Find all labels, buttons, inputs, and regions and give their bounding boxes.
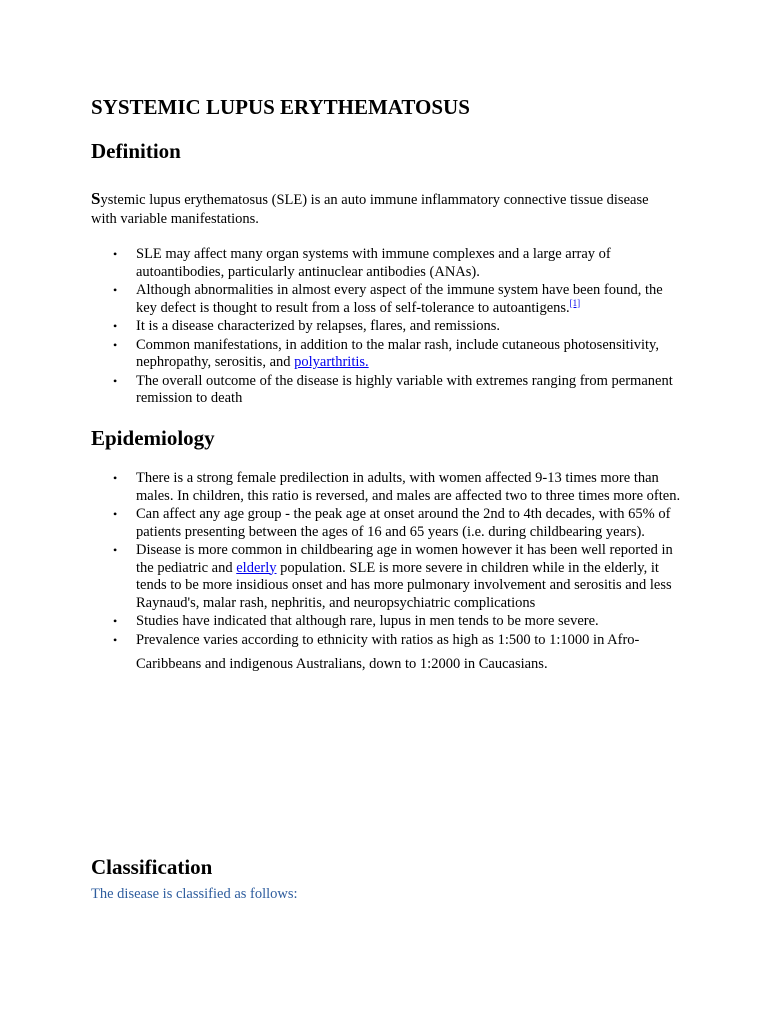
- bullet-icon: •: [113, 283, 118, 297]
- list-item: [91, 337, 681, 372]
- list-item-text: SLE may affect many organ systems with immune complexes and a large array of autoantibodies, particularly antinuclear antibodies (ANAs).: [136, 246, 611, 280]
- bullet-icon: •: [113, 614, 118, 628]
- list-item-text: There is a strong female predilection in adults, with women affected 9-13 times more than males. In children, this ratio is reversed, and males are affected two to three times more often.: [136, 470, 681, 504]
- classification-text: The disease is classified as follows:: [91, 886, 298, 902]
- list-item: [91, 613, 681, 631]
- polyarthritis-link[interactable]: polyarthritis.: [294, 354, 369, 370]
- bullet-icon: •: [113, 632, 118, 647]
- list-item-text: It is a disease characterized by relapses, flares, and remissions.: [136, 318, 500, 334]
- list-item: [91, 470, 681, 505]
- list-item: [91, 282, 681, 317]
- document-title: SYSTEMIC LUPUS ERYTHEMATOSUS: [91, 95, 470, 119]
- list-item: [91, 506, 681, 541]
- classification-heading: Classification: [91, 855, 213, 879]
- bullet-icon: •: [113, 373, 118, 388]
- list-item: [91, 542, 681, 612]
- elderly-link[interactable]: elderly: [236, 559, 277, 576]
- bullet-icon: •: [113, 507, 118, 521]
- definition-list: [91, 246, 681, 409]
- list-item-text: Disease is more common in childbearing age in women however it has been well reported in the pediatric and: [136, 542, 673, 576]
- list-item: [91, 373, 681, 408]
- epidemiology-heading: Epidemiology: [91, 426, 215, 450]
- list-item-text: Studies have indicated that although rare, lupus in men tends to be more severe.: [136, 613, 599, 629]
- intro-dropcap: S: [91, 189, 101, 208]
- intro-text: ystemic lupus erythematosus (SLE) is an auto immune inflammatory connective tissue disease with variable manifestations.: [91, 192, 649, 227]
- list-item-text: population. SLE is more severe in children while in the elderly, it tends to be more insidious onset and has more pulmonary involvement and serositis and less Raynaud's, malar rash, nephritis, and neuropsychiatric complications: [136, 559, 672, 611]
- definition-heading: Definition: [91, 139, 181, 163]
- bullet-icon: •: [113, 337, 118, 352]
- bullet-icon: •: [113, 319, 118, 333]
- list-item: [91, 246, 681, 281]
- definition-intro: [91, 189, 676, 229]
- list-item-text: The overall outcome of the disease is highly variable with extremes ranging from permanent remission to death: [136, 372, 673, 406]
- list-item: [91, 632, 681, 674]
- list-item-text: Common manifestations, in addition to the malar rash, include cutaneous photosensitivity, nephropathy, serositis, and: [136, 336, 659, 370]
- epidemiology-list: [91, 470, 681, 675]
- list-item-text: Although abnormalities in almost every aspect of the immune system have been found, the key defect is thought to result from a loss of self-tolerance to autoantigens.: [136, 282, 663, 316]
- list-item-text: Prevalence varies according to ethnicity with ratios as high as 1:500 to 1:1000 in Afro-: [136, 631, 640, 648]
- list-item-text: Can affect any age group - the peak age at onset around the 2nd to 4th decades, with 65% of patients presenting between the ages of 16 and 65 years (i.e. during childbearing years).: [136, 506, 671, 540]
- reference-link[interactable]: [1]: [569, 297, 581, 308]
- bullet-icon: •: [113, 247, 118, 261]
- list-item: [91, 318, 681, 336]
- list-item-text: Caribbeans and indigenous Australians, down to 1:2000 in Caucasians.: [136, 656, 548, 672]
- bullet-icon: •: [113, 543, 118, 557]
- bullet-icon: •: [113, 471, 118, 485]
